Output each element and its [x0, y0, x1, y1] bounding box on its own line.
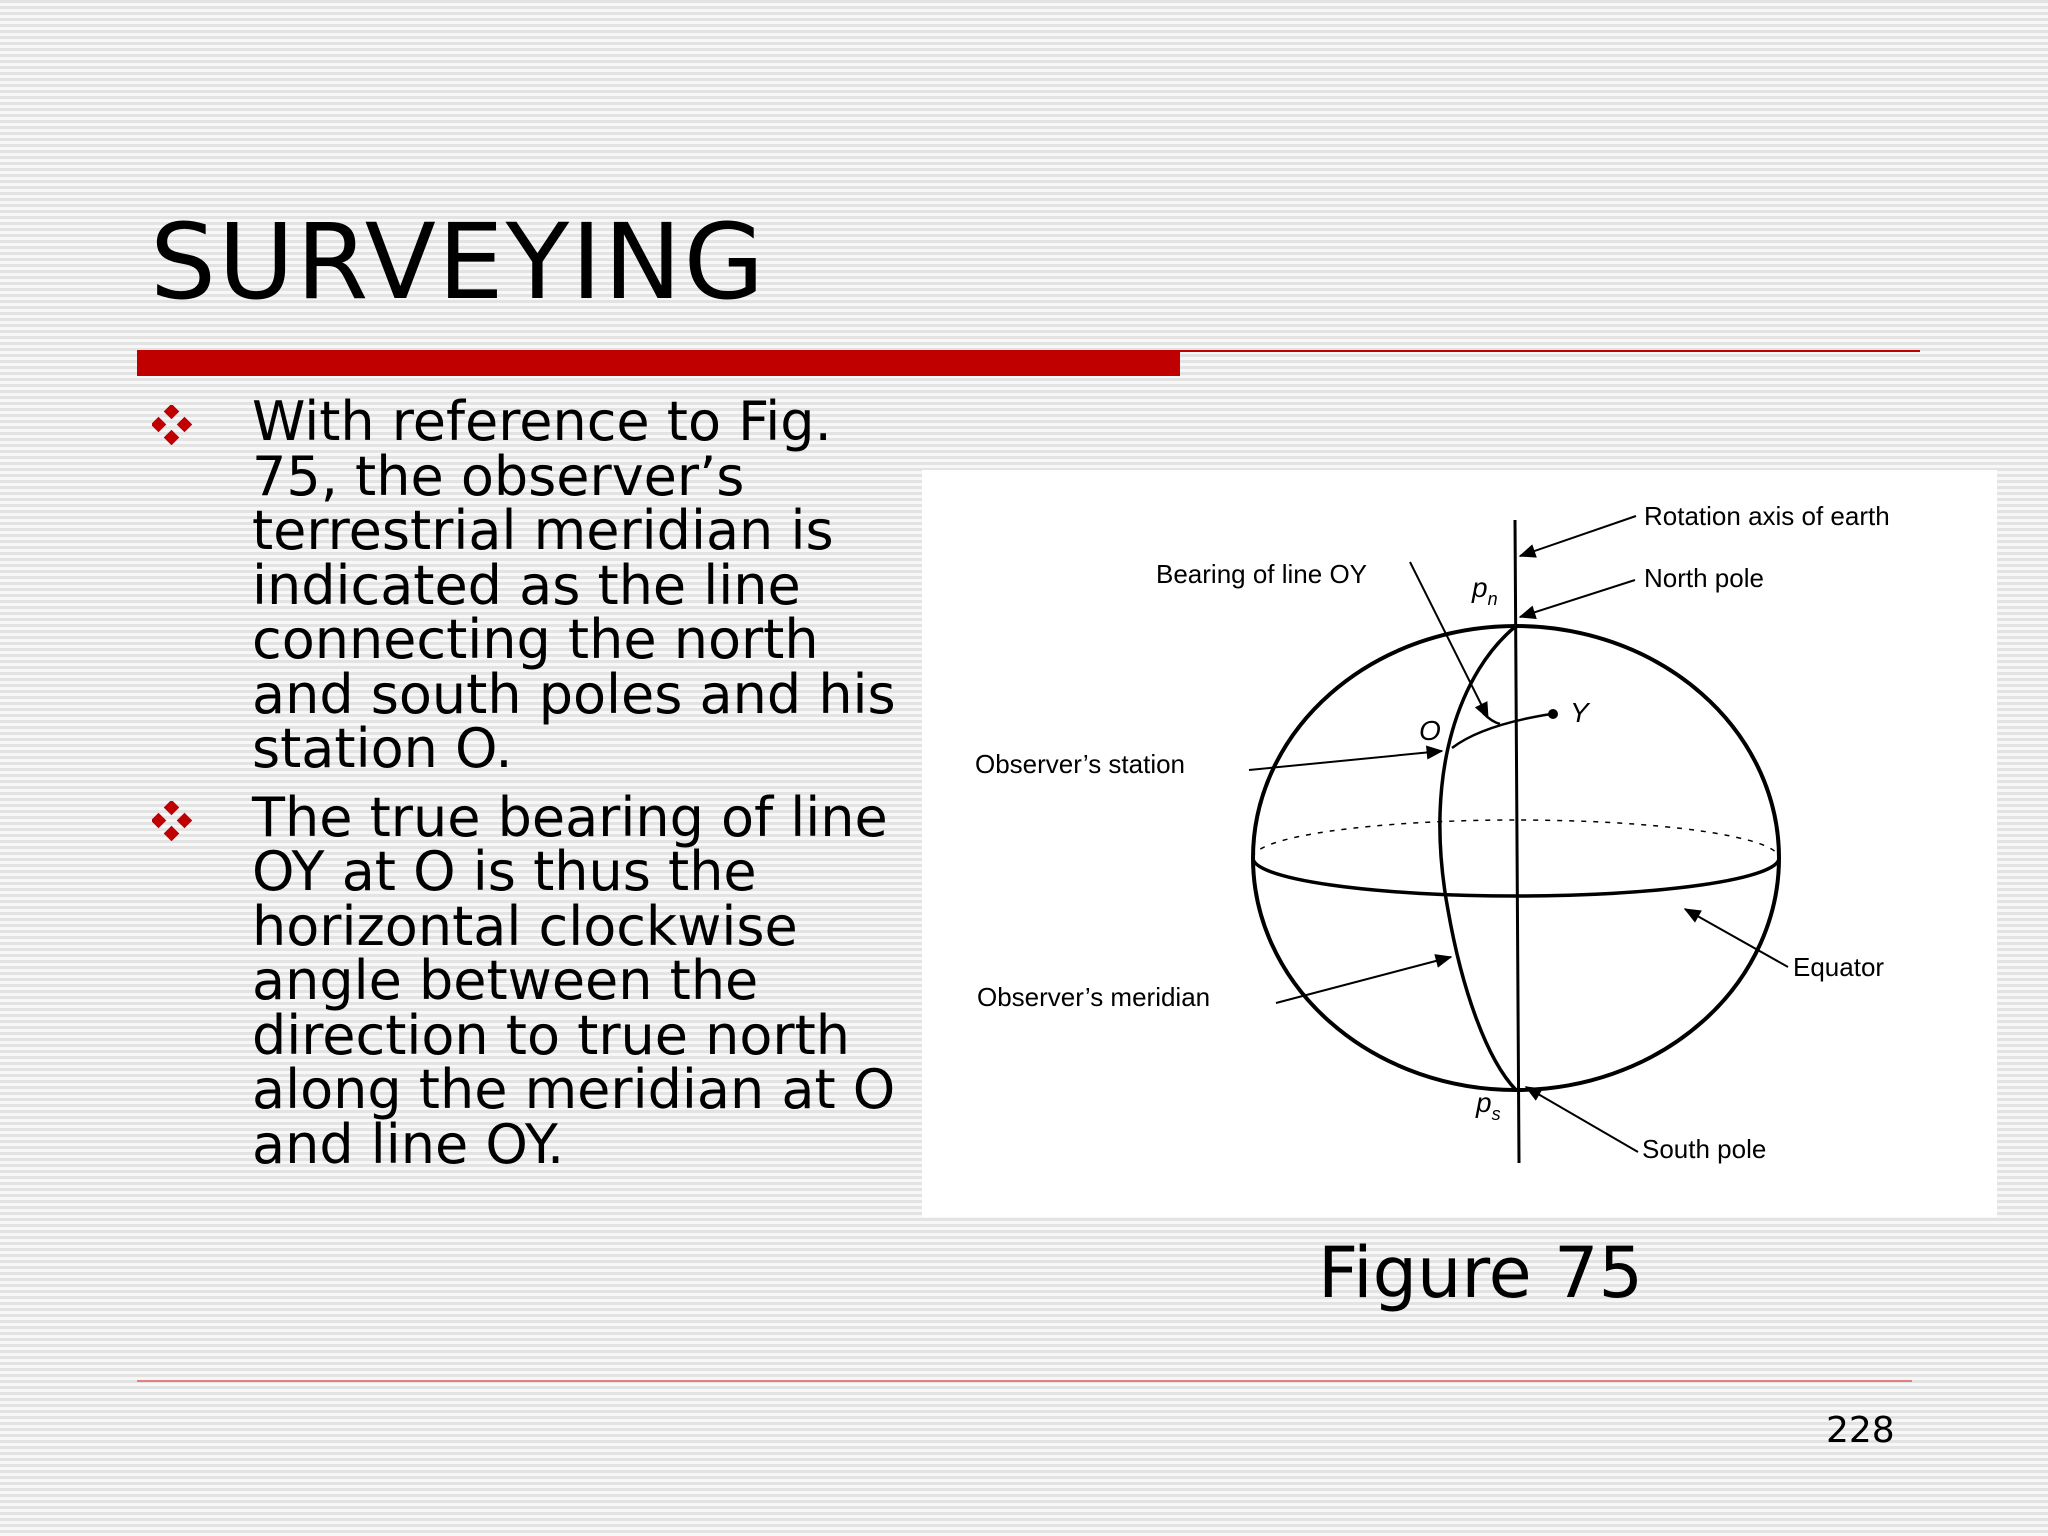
equator-pointer — [1685, 909, 1788, 967]
footer-divider — [137, 1380, 1912, 1382]
point-y-marker — [1548, 709, 1558, 719]
pn-label — [1471, 572, 1498, 609]
figure-75-diagram — [922, 470, 1997, 1217]
rotation-axis-pointer — [1520, 516, 1636, 556]
figure-caption: Figure 75 — [1318, 1232, 1644, 1314]
rotation-axis-line — [1515, 520, 1519, 1163]
title-underline-thin — [1180, 350, 1920, 352]
title-underline-thick — [137, 350, 1180, 376]
page-number: 228 — [1826, 1410, 1895, 1451]
line-oy — [1452, 714, 1551, 748]
ps-subscript: s — [1491, 1104, 1501, 1124]
equator-label: Equator — [1793, 952, 1885, 982]
observers-meridian-line — [1440, 626, 1516, 1090]
north-pole-pointer — [1520, 580, 1635, 617]
earth-meridian-diagram — [922, 470, 1997, 1217]
point-o-label: O — [1419, 715, 1441, 746]
north-pole-label: North pole — [1644, 563, 1764, 593]
south-pole-label: South pole — [1642, 1134, 1767, 1164]
ps-label — [1475, 1087, 1501, 1124]
rotation-axis-label: Rotation axis of earth — [1644, 501, 1890, 531]
bullet-text: The true bearing of line OY at O is thus the horizontal clockwise angle between the direction to true north along the meridian at O and line OY. — [252, 785, 896, 1176]
diamond-bullet-icon — [152, 801, 192, 841]
observers-meridian-label: Observer’s meridian — [977, 982, 1211, 1012]
observers-meridian-pointer — [1276, 957, 1451, 1003]
bullet-item — [150, 785, 910, 1176]
pn-subscript: n — [1487, 589, 1498, 609]
bullet-text: With reference to Fig. 75, the observer’s terrestrial meridian is indicated as the line connecting the north and south poles and his station O. — [252, 390, 896, 780]
observers-station-label: Observer’s station — [975, 749, 1186, 779]
pn-letter: p — [1472, 572, 1488, 603]
bullet-list — [150, 390, 910, 1186]
south-pole-pointer — [1526, 1087, 1638, 1152]
point-y-label: Y — [1570, 697, 1589, 728]
diamond-bullet-icon — [152, 405, 192, 445]
bullet-item — [150, 390, 910, 780]
bearing-label: Bearing of line OY — [1156, 559, 1368, 589]
slide-title: SURVEYING — [150, 201, 767, 323]
ps-letter: p — [1476, 1087, 1492, 1118]
